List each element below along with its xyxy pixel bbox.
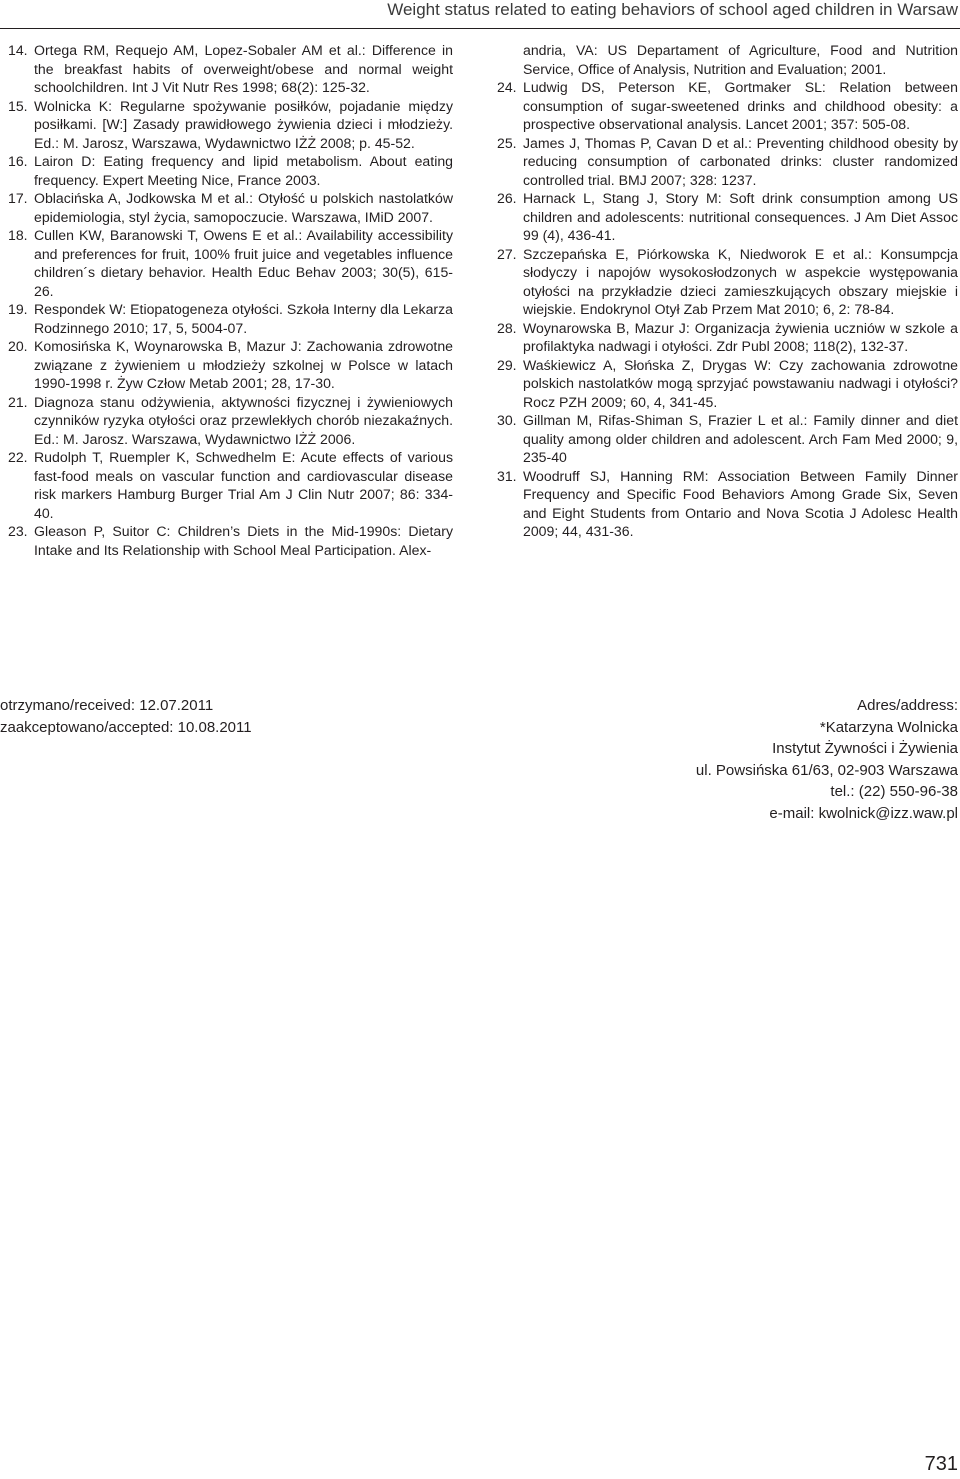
reference-item — [497, 78, 958, 134]
reference-text: Cullen KW, Baranowski T, Owens E et al.: Availability accessibility and preferences for fruit, 100% fruit juice and vegetables influence children´s dietary behavior. Health Educ Behav 2003; 30(5), 615-26. — [34, 227, 453, 299]
reference-item — [8, 337, 453, 393]
reference-item — [497, 411, 958, 467]
reference-number: 26. — [497, 190, 517, 206]
reference-number: 17. — [8, 190, 28, 206]
reference-number: 14. — [8, 42, 28, 58]
reference-item — [8, 448, 453, 522]
reference-item — [8, 226, 453, 300]
reference-text: Respondek W: Etiopatogeneza otyłości. Szkoła Interny dla Lekarza Rodzinnego 2010; 17, 5, 5004-07. — [34, 301, 453, 336]
article-dates — [0, 695, 252, 738]
reference-text: Waśkiewicz A, Słońska Z, Drygas W: Czy zachowania zdrowotne polskich nastolatków mogą sprzyjać powstawaniu nadwagi i otyłości? Rocz PZH 2009; 60, 4, 341-45. — [523, 356, 958, 410]
reference-text: Oblacińska A, Jodkowska M et al.: Otyłość u polskich nastolatków epidemiologia, styl życia, samopoczucie. Warszawa, IMiD 2007. — [34, 190, 453, 225]
reference-text: Wolnicka K: Regularne spożywanie posiłków, pojadanie między posiłkami. [W:] Zasady prawidłowego żywienia dzieci i młodzieży. Ed.: M. Jarosz, Warszawa, Wydawnictwo IŻŻ 2008; p. 45-52. — [34, 97, 453, 151]
address-heading: Adres/address: — [857, 697, 958, 714]
reference-item — [8, 300, 453, 337]
reference-number: 19. — [8, 301, 28, 317]
correspondence-address — [696, 695, 958, 824]
reference-text: Komosińska K, Woynarowska B, Mazur J: Zachowania zdrowotne związane z żywieniem u młodzieży szkolnej w Polsce w latach 1990-1998 r. Żyw Człow Metab 2001; 28, 17-30. — [34, 338, 453, 391]
reference-number: 28. — [497, 319, 517, 336]
reference-number: 29. — [497, 356, 517, 373]
author-name: *Katarzyna Wolnicka — [819, 718, 958, 736]
reference-item — [497, 189, 958, 245]
reference-number: 18. — [8, 227, 28, 243]
reference-item — [8, 97, 453, 153]
reference-number: 30. — [497, 412, 517, 428]
reference-item — [497, 356, 958, 412]
reference-number: 23. — [8, 523, 28, 539]
reference-number: 15. — [8, 97, 28, 114]
street-address: ul. Powsińska 61/63, 02-903 Warszawa — [695, 761, 958, 779]
page-number: 731 — [924, 1453, 958, 1475]
reference-item — [497, 467, 958, 541]
reference-number: 20. — [8, 338, 28, 354]
running-header: Weight status related to eating behaviors of school aged children in Warsaw — [387, 0, 958, 19]
reference-continuation — [497, 41, 958, 78]
reference-number: 25. — [497, 134, 517, 151]
reference-item — [8, 152, 453, 189]
reference-text: andria, VA: US Departament of Agriculture, Food and Nutrition Service, Office of Analysis, Nutrition and Evaluation; 2001. — [523, 42, 958, 77]
reference-text: Harnack L, Stang J, Story M: Soft drink consumption among US children and adolescents: nutritional consequences. J Am Diet Assoc 99 (4), 436-41. — [523, 190, 958, 243]
received-date: otrzymano/received: 12.07.2011 — [0, 697, 214, 714]
reference-number: 27. — [497, 245, 517, 262]
reference-text: Ortega RM, Requejo AM, Lopez-Sobaler AM et al.: Difference in the breakfast habits of overweight/obese and normal weight schoolchildren. Int J Vit Nutr Res 1998; 68(2): 125-32. — [34, 42, 453, 95]
reference-item — [8, 393, 453, 449]
reference-item — [8, 522, 453, 559]
reference-text: Rudolph T, Ruempler K, Schwedhelm E: Acute effects of various fast-food meals on vascular function and cardiovascular disease risk markers Hamburg Burger Trial Am J Clin Nutr 2007; 86: 334-40. — [34, 449, 453, 521]
reference-text: Szczepańska E, Piórkowska K, Niedworok E et al.: Konsumpcja słodyczy i napojów wysokosłodzonych w aspekcie występowania otyłości na przykładzie dzieci zamieszkujących obszary miejskie i wiejskie. Endokrynol Otył Zab Przem Mat 2010; 6, 2: 78-84. — [523, 245, 958, 317]
reference-item — [497, 245, 958, 319]
reference-item — [497, 134, 958, 190]
email: e-mail: kwolnick@izz.waw.pl — [769, 804, 958, 822]
references-right-column — [497, 41, 958, 541]
header-rule — [0, 28, 960, 29]
phone: tel.: (22) 550-96-38 — [830, 783, 958, 800]
reference-number: 21. — [8, 393, 28, 410]
reference-text: Gleason P, Suitor C: Children’s Diets in the Mid-1990s: Dietary Intake and Its Relationship with School Meal Participation. Alex- — [34, 523, 453, 558]
accepted-date: zaakceptowano/accepted: 10.08.2011 — [0, 718, 252, 736]
reference-text: Ludwig DS, Peterson KE, Gortmaker SL: Relation between consumption of sugar-sweetened drinks and childhood obesity: a prospective observational analysis. Lancet 2001; 357: 505-08. — [523, 79, 958, 132]
reference-text: Diagnoza stanu odżywienia, aktywności fizycznej i żywieniowych czynników ryzyka otyłości oraz przewlekłych chorób niezakaźnych. Ed.: M. Jarosz. Warszawa, Wydawnictwo IŻŻ 2006. — [34, 393, 453, 447]
reference-number: 31. — [497, 467, 517, 484]
reference-number: 22. — [8, 449, 28, 465]
institution: Instytut Żywności i Żywienia — [772, 740, 958, 757]
reference-item — [8, 41, 453, 97]
reference-text: Lairon D: Eating frequency and lipid metabolism. About eating frequency. Expert Meeting Nice, France 2003. — [34, 153, 453, 188]
reference-text: Woodruff SJ, Hanning RM: Association Between Family Dinner Frequency and Specific Food Behaviors Among Grade Six, Seven and Eight Students from Ontario and Nova Scotia J Adolesc Health 2009; 44, 431-36. — [523, 467, 958, 539]
reference-item — [497, 319, 958, 356]
reference-item — [8, 189, 453, 226]
reference-text: Gillman M, Rifas-Shiman S, Frazier L et al.: Family dinner and diet quality among older children and adolescent. Arch Fam Med 2000; 9, 235-40 — [523, 412, 958, 465]
reference-text: James J, Thomas P, Cavan D et al.: Preventing childhood obesity by reducing consumption of carbonated drinks: cluster randomized controlled trial. BMJ 2007; 328: 1237. — [523, 134, 958, 188]
references-left-column — [8, 41, 453, 559]
reference-text: Woynarowska B, Mazur J: Organizacja żywienia uczniów w szkole a profilaktyka nadwagi i otyłości. Zdr Publ 2008; 118(2), 132-37. — [523, 319, 958, 354]
reference-number: 24. — [497, 79, 517, 95]
reference-number: 16. — [8, 153, 28, 169]
